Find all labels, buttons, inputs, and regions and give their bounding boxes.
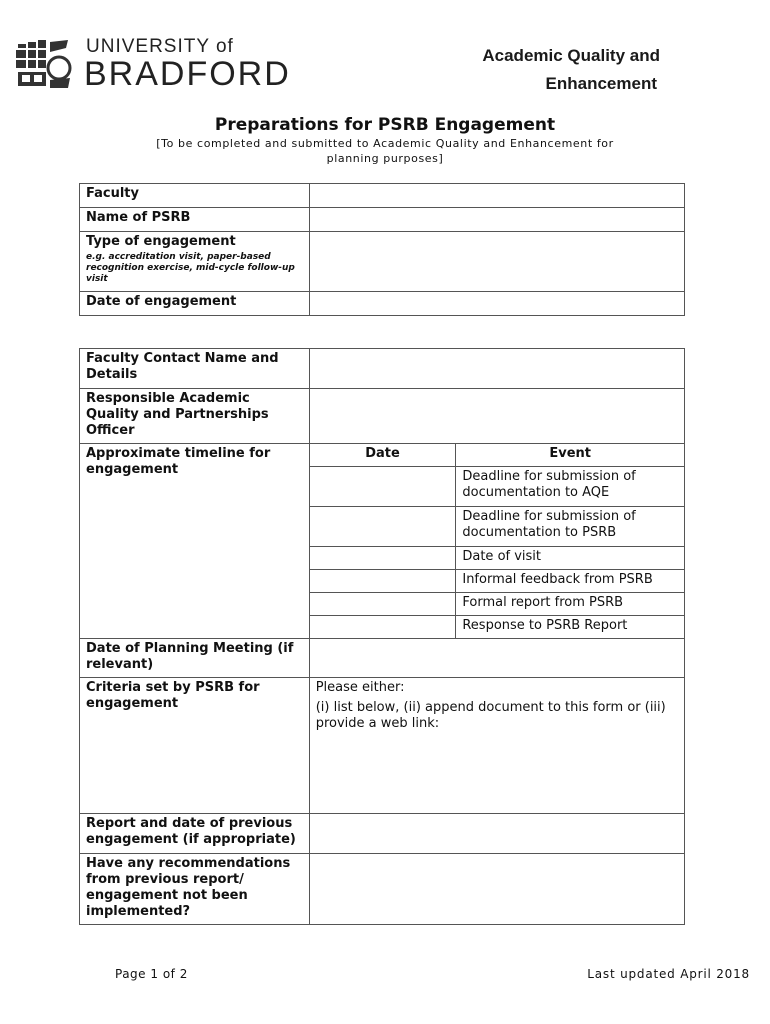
department-name xyxy=(440,42,660,98)
table-row xyxy=(80,639,685,678)
timeline-date-field-4[interactable] xyxy=(309,570,456,593)
table-row xyxy=(80,349,685,389)
timeline-date-field-1[interactable] xyxy=(309,467,456,507)
table-row xyxy=(80,678,685,814)
timeline-event-6: Response to PSRB Report xyxy=(456,616,685,639)
last-updated: Last updated April 2018 xyxy=(587,967,750,981)
table-row xyxy=(80,854,685,925)
recommendations-field[interactable] xyxy=(309,854,684,925)
university-crest-icon xyxy=(16,38,74,92)
engagement-type-field[interactable] xyxy=(309,232,684,292)
department-line-2: Enhancement xyxy=(545,74,657,93)
faculty-field[interactable] xyxy=(309,184,684,208)
table-row xyxy=(80,232,685,292)
criteria-instruction-1: Please either: xyxy=(315,680,405,695)
table-row xyxy=(80,208,685,232)
logo-university-text: UNIVERSITY of xyxy=(86,36,234,57)
faculty-contact-label: Faculty Contact Name and Details xyxy=(80,349,310,389)
criteria-instruction-2: (i) list below, (ii) append document to this form or (iii) provide a web link: xyxy=(315,700,666,731)
officer-label: Responsible Academic Quality and Partnerships Officer xyxy=(80,389,310,444)
previous-report-field[interactable] xyxy=(309,814,684,854)
timeline-date-field-6[interactable] xyxy=(309,616,456,639)
table-row xyxy=(80,444,685,467)
timeline-date-field-5[interactable] xyxy=(309,593,456,616)
faculty-contact-field[interactable] xyxy=(309,349,684,389)
engagement-details-table xyxy=(79,183,685,316)
logo-bradford-text: BRADFORD xyxy=(84,55,291,93)
criteria-label: Criteria set by PSRB for engagement xyxy=(80,678,310,814)
timeline-event-5: Formal report from PSRB xyxy=(456,593,685,616)
timeline-event-3: Date of visit xyxy=(456,547,685,570)
engagement-date-label: Date of engagement xyxy=(80,292,310,316)
page-number: Page 1 of 2 xyxy=(115,967,188,981)
university-logo xyxy=(16,36,306,94)
table-row xyxy=(80,292,685,316)
timeline-date-header: Date xyxy=(309,444,456,467)
page-subtitle: [To be completed and submitted to Academic Quality and Enhancement for planning purposes] xyxy=(156,137,614,165)
table-row xyxy=(80,389,685,444)
table-row xyxy=(80,184,685,208)
engagement-type-hint: e.g. accreditation visit, paper-based recognition exercise, mid-cycle follow-up visit xyxy=(86,252,295,284)
planning-meeting-label: Date of Planning Meeting (if relevant) xyxy=(80,639,310,678)
timeline-label: Approximate timeline for engagement xyxy=(80,444,310,639)
recommendations-label: Have any recommendations from previous report/ engagement not been implemented? xyxy=(80,854,310,925)
engagement-date-field[interactable] xyxy=(309,292,684,316)
timeline-event-2: Deadline for submission of documentation to PSRB xyxy=(456,507,685,547)
engagement-type-label xyxy=(80,232,310,292)
planning-table xyxy=(79,348,685,925)
previous-report-label: Report and date of previous engagement (if appropriate) xyxy=(80,814,310,854)
engagement-type-label-text: Type of engagement xyxy=(86,234,236,249)
table-row xyxy=(80,814,685,854)
timeline-date-field-3[interactable] xyxy=(309,547,456,570)
psrb-name-field[interactable] xyxy=(309,208,684,232)
timeline-event-1: Deadline for submission of documentation to AQE xyxy=(456,467,685,507)
timeline-date-field-2[interactable] xyxy=(309,507,456,547)
department-line-1: Academic Quality and xyxy=(482,46,660,65)
page-title: Preparations for PSRB Engagement xyxy=(214,115,556,135)
timeline-event-4: Informal feedback from PSRB xyxy=(456,570,685,593)
criteria-field[interactable] xyxy=(309,678,684,814)
officer-field[interactable] xyxy=(309,389,684,444)
psrb-name-label: Name of PSRB xyxy=(80,208,310,232)
planning-meeting-field[interactable] xyxy=(309,639,684,678)
faculty-label: Faculty xyxy=(80,184,310,208)
timeline-event-header: Event xyxy=(456,444,685,467)
